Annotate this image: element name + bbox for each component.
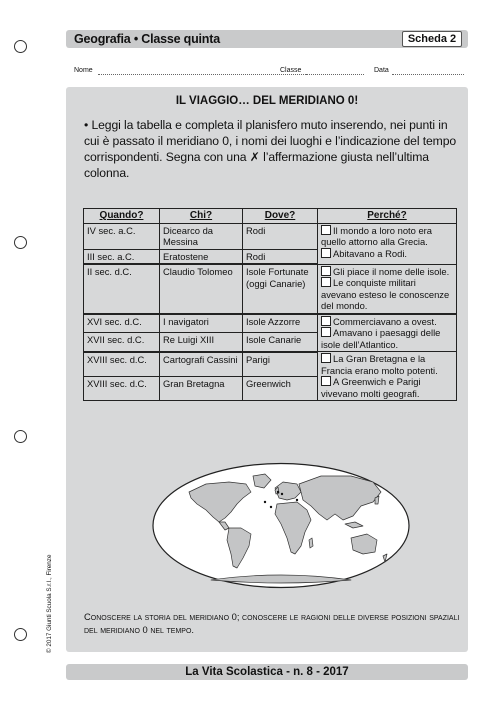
checkbox[interactable] [321,353,331,363]
exercise-title: IL VIAGGIO… DEL MERIDIANO 0! [175,95,359,107]
answer-option[interactable]: Commerciavano a ovest. [321,316,453,328]
column-header: Dove? [243,209,318,224]
student-fields [66,67,468,79]
column-header: Perché? [318,209,457,224]
table-row: XVII sec. d.C. Re Luigi XIII Isole Canarie [84,333,457,352]
name-field[interactable] [98,67,308,75]
worksheet-number: Scheda 2 [402,31,462,47]
name-label: Nome [74,67,93,74]
table-row: II sec. d.C. Claudio Tolomeo Isole Fortunate (oggi Canarie) Gli piace il nome delle isole. Le conquiste militari avevano esteso le conoscenze del mondo. [84,264,457,314]
checkbox[interactable] [321,316,331,326]
copyright-notice: © 2017 Giunti Scuola S.r.l., Firenze [46,554,53,653]
checkbox[interactable] [321,277,331,287]
answer-option[interactable]: Le conquiste militari avevano esteso le conoscenze del mondo. [321,277,450,311]
table-row: XVIII sec. d.C. Cartografi Cassini Parigi La Gran Bretagna e la Francia erano molto potenti. A Greenwich e Parigi vivevano molti geografi. [84,352,457,377]
table-row: III sec. a.C. Eratostene Rodi [84,249,457,264]
table-row: XVI sec. d.C. I navigatori Isole Azzorre Commerciavano a ovest. Amavano i paesaggi delle isole dell’Atlantico. [84,314,457,333]
date-field[interactable] [392,67,464,75]
footer-bar: La Vita Scolastica - n. 8 - 2017 [66,664,468,680]
class-field[interactable] [306,67,364,75]
checkbox[interactable] [321,266,331,276]
table-row: IV sec. a.C. Dicearco da Messina Rodi Il mondo a loro noto era quello attorno alla Grecia. Abitavano a Rodi. [84,223,457,249]
world-map [151,462,411,589]
table-row: XVIII sec. d.C. Gran Bretagna Greenwich [84,376,457,400]
checkbox[interactable] [321,376,331,386]
binder-hole [14,236,27,249]
learning-objectives: Conoscere la storia del meridiano 0; conoscere le ragioni delle diverse posizioni spaziali del meridiano 0 nel tempo. [84,611,460,635]
column-header: Chi? [160,209,243,224]
answer-option[interactable]: Amavano i paesaggi delle isole dell’Atlantico. [321,327,441,350]
header-bar [66,30,468,48]
answer-option[interactable]: A Greenwich e Parigi vivevano molti geografi. [321,376,421,399]
exercise-panel [66,87,468,652]
class-label: Classe [280,67,302,74]
meridian-table [83,208,457,401]
binder-hole [14,430,27,443]
binder-hole [14,628,27,641]
checkbox[interactable] [321,327,331,337]
date-label: Data [374,67,389,74]
subject-title: Geografia • Classe quinta [74,32,220,46]
instructions: • Leggi la tabella e completa il planisfero muto inserendo, nei punti in cui è passato il meridiano 0, i nomi dei luoghi e l’indicazione del tempo corrispondenti. Segna con una ✗ l’affermazione giusta nell’ultima colonna. [84,118,457,180]
column-header: Quando? [84,209,160,224]
checkbox[interactable] [321,248,331,258]
answer-option[interactable]: Gli piace il nome delle isole. [321,266,453,278]
answer-option[interactable]: Il mondo a loro noto era quello attorno alla Grecia. [321,224,433,247]
binder-hole [14,40,27,53]
checkbox[interactable] [321,225,331,235]
answer-option[interactable]: Abitavano a Rodi. [321,248,453,260]
answer-option[interactable]: La Gran Bretagna e la Francia erano molto potenti. [321,353,438,376]
